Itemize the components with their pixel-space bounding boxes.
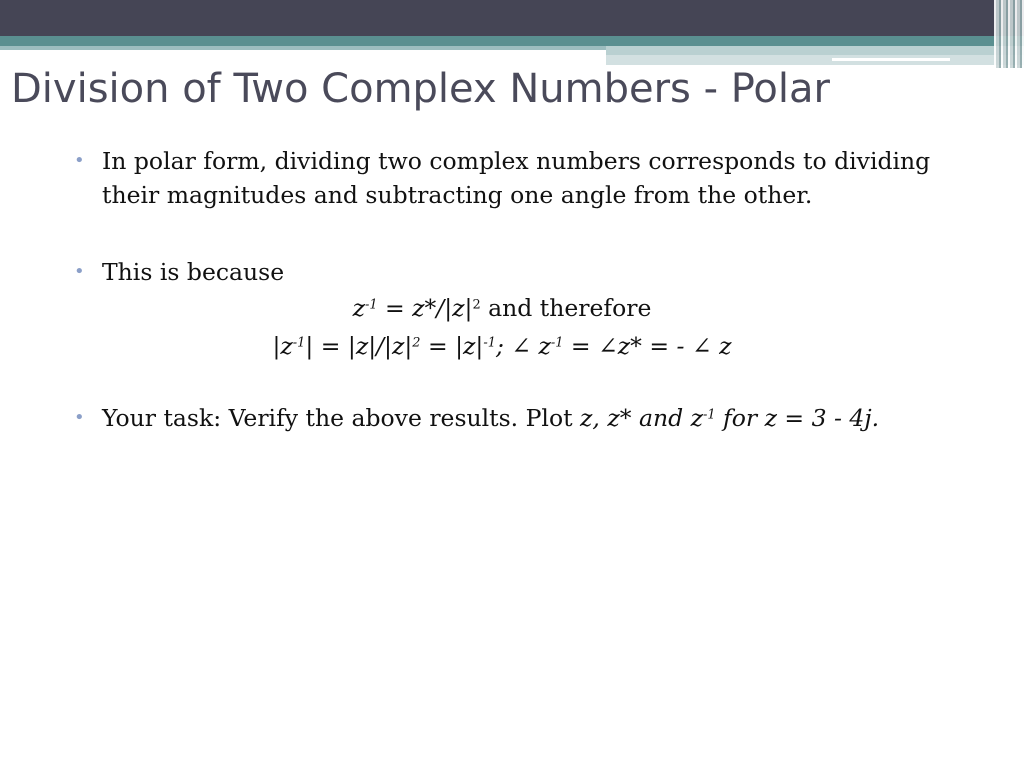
eq1-tail: and therefore [480,294,652,322]
slide-title: Division of Two Complex Numbers - Polar [11,66,830,112]
bullet-dot-icon: • [74,407,85,428]
header-bar-teal [0,36,1024,46]
bullet-3-italic-1: z, z* and z [580,404,703,432]
eq2-exp-b: 2 [412,335,421,351]
equation-1 [0,289,930,327]
bullet-item [74,401,1004,435]
eq2-exp-c: -1 [483,335,496,351]
header-bar-dark [0,0,1024,36]
bullet-dot-icon: • [74,261,85,282]
eq1-z: z [352,294,365,322]
bullet-3-prefix: Your task: Verify the above results. Plot [102,404,581,432]
bullet-3-italic-2: for z = 3 - 4j. [715,404,880,432]
bullet-item [74,255,1004,289]
eq1-square-exponent: 2 [472,297,481,313]
bullet-dot-icon: • [74,150,85,171]
eq2-part-a: |z [272,332,293,360]
header-step-1 [606,46,1024,55]
header-step-3 [832,58,950,61]
eq2-exp-a: -1 [292,335,306,351]
bullet-3-text [102,401,1004,435]
eq1-z-exponent: -1 [364,297,378,313]
bullet-1-line-2: their magnitudes and subtracting one angle from the other. [102,181,813,209]
header-stripes [994,0,1024,68]
slide-body [74,144,1004,435]
eq1-conj-over-mag: = z*/|z| [377,294,473,322]
equation-2 [0,327,930,365]
bullet-item [74,144,1004,212]
bullet-1-line-1: In polar form, dividing two complex numbers corresponds to dividing [102,147,931,175]
bullet-3-exponent: -1 [702,407,716,423]
header-step-2 [606,55,1024,65]
eq2-part-b: | = |z|/|z| [305,332,413,360]
bullet-2-text: This is because [102,258,285,286]
eq2-exp-d: -1 [550,335,564,351]
eq2-part-e: = ∠z* = - ∠ z [563,332,732,360]
eq2-part-d: ; ∠ z [495,332,551,360]
eq2-part-c: = |z| [420,332,484,360]
